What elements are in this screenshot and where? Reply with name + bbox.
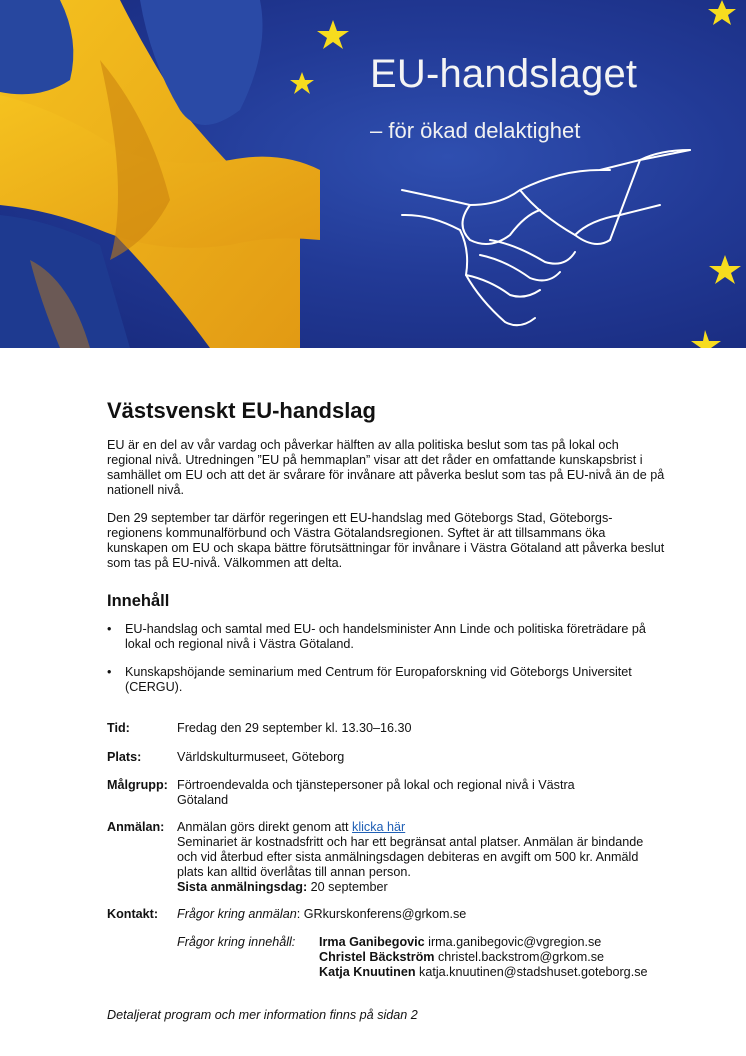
eu-star	[709, 255, 741, 284]
time-value: Fredag den 29 september kl. 13.30–16.30	[177, 721, 412, 735]
page-title: Västsvenskt EU-handslag	[107, 398, 376, 423]
registration-prefix: Anmälan görs direkt genom att	[177, 820, 353, 834]
eu-star	[691, 330, 721, 348]
contact-person-name: Katja Knuutinen	[319, 965, 416, 979]
registration-body: Seminariet är kostnadsfritt och har ett begränsat antal platser. Anmälan är bindande och vid återbud efter sista anmälningsdagen debiteras en avgift om 500 kr. Anmäld plats kan alltid överlåtas till annan person.	[177, 835, 644, 879]
content-list	[107, 622, 667, 652]
document-body	[107, 398, 667, 979]
registration-label: Anmälan:	[107, 820, 165, 834]
intro-paragraph: EU är en del av vår vardag och påverkar hälften av alla politiska beslut som tas på lokal och regional nivå. Utredningen ”EU på hemmaplan” visar att det råder en omfattande kunskapsbrist i samhället om EU och att det är svårare för invånare att påverka beslut som tas på EU-nivå än de på nationell nivå.	[107, 438, 665, 497]
contact-person-email: irma.ganibegovic@vgregion.se	[424, 935, 602, 949]
audience-value: Förtroendevalda och tjänstepersoner på lokal och regional nivå i Västra Götaland	[177, 778, 575, 807]
contact-person-name: Christel Bäckström	[319, 950, 435, 964]
contact-registration-email: : GRkurskonferens@grkom.se	[296, 907, 467, 921]
contact-person-email: christel.backstrom@grkom.se	[434, 950, 605, 964]
contact-person	[319, 965, 669, 980]
hero-banner	[0, 0, 746, 348]
contact-registration	[177, 907, 667, 922]
hero-title: EU-handslaget	[370, 52, 638, 96]
eu-star	[290, 72, 314, 94]
eu-star	[317, 20, 349, 49]
hero-subtitle: – för ökad delaktighet	[370, 118, 581, 143]
contact-registration-question: Frågor kring anmälan	[177, 907, 297, 921]
place-label: Plats:	[107, 750, 142, 764]
content-list	[107, 665, 667, 695]
intro-paragraph: Den 29 september tar därför regeringen ett EU-handslag med Göteborgs Stad, Göteborgs-regionens kommunalförbund och Västra Götalandsregionen. Syftet är att tillsammans öka kunskapen om EU och skapa bättre förutsättningar för invånare i Västra Götaland att påverka beslut som tas på EU-nivå. Välkommen att delta.	[107, 511, 665, 570]
contact-person-name: Irma Ganibegovic	[319, 935, 425, 949]
deadline-value: 20 september	[307, 880, 388, 894]
contact-person-email: katja.knuutinen@stadshuset.goteborg.se	[415, 965, 648, 979]
contact-persons	[319, 935, 669, 980]
audience-label: Målgrupp:	[107, 778, 168, 792]
contact-person	[319, 935, 669, 950]
contact-person	[319, 950, 669, 965]
place-value: Världskulturmuseet, Göteborg	[177, 750, 345, 764]
registration-value	[177, 820, 667, 895]
footer-note: Detaljerat program och mer information finns på sidan 2	[107, 1008, 418, 1022]
registration-link[interactable]: klicka här	[352, 820, 406, 834]
swedish-blue-field	[0, 0, 73, 94]
time-label: Tid:	[107, 721, 130, 735]
contact-content-question: Frågor kring innehåll:	[177, 935, 296, 949]
contact-label: Kontakt:	[107, 907, 159, 921]
list-item: • EU-handslag och samtal med EU- och handelsminister Ann Linde och politiska företrädare på lokal och regional nivå i Västra Götaland.	[107, 622, 667, 652]
handshake-icon	[402, 150, 690, 325]
eu-star	[708, 0, 736, 25]
content-heading: Innehåll	[107, 592, 170, 610]
deadline-label: Sista anmälningsdag:	[177, 880, 308, 894]
list-item: • Kunskapshöjande seminarium med Centrum för Europaforskning vid Göteborgs Universitet (CERGU).	[107, 665, 667, 695]
